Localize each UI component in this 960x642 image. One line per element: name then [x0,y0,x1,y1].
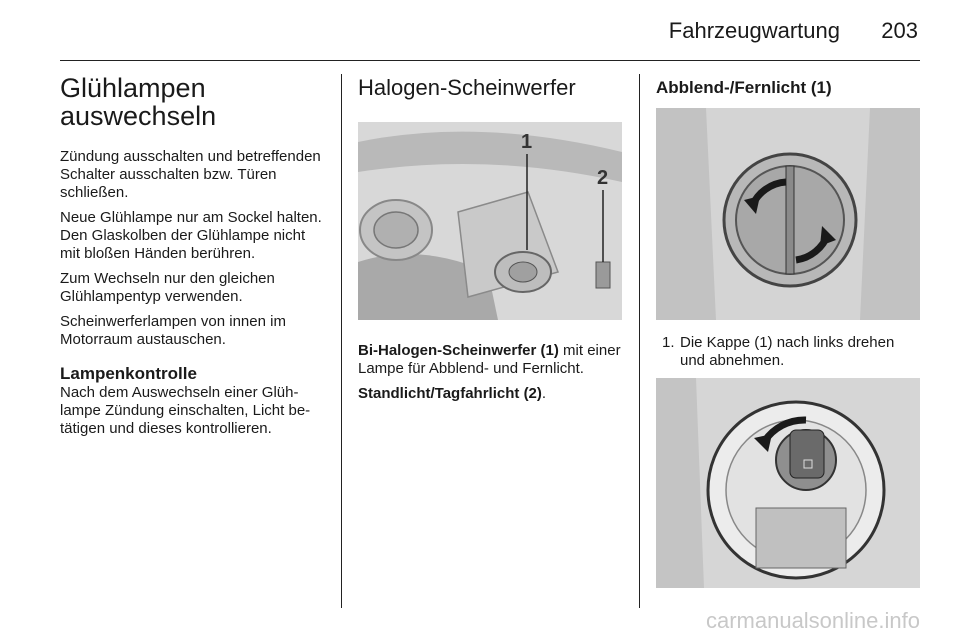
item-parking-light-text: . [541,385,547,402]
section-title: Fahrzeugwartung [668,18,840,43]
section-heading-halogen: Halogen-Scheinwerfer [358,75,576,100]
page-number: 203 [881,18,918,43]
paragraph-engine-compartment: Scheinwerferlampen von innen im Motorraum austauschen. [60,313,286,348]
column-divider-2 [639,74,640,608]
paragraph-ignition: Zündung ausschalten und betreffenden Schalter ausschalten bzw. Türen schließen. [60,148,321,201]
watermark: carmanualsonline.info [705,608,920,633]
column-low-high-beam [656,74,920,588]
item-parking-light [358,385,624,403]
column-bulb-replacement [60,74,326,445]
paragraph-lamp-check: Nach dem Auswechseln einer Glühlampe Zündung einschalten, Licht betätigen und dieses kontrollieren. [60,384,311,437]
paragraph-same-type: Zum Wechseln nur den gleichen Glühlampentyp verwenden. [60,270,275,305]
step-1-number: 1. [662,334,675,351]
column-divider-1 [341,74,342,608]
subheading-lamp-check: Lampenkontrolle [60,364,197,383]
cap-figure [656,108,920,320]
item-bi-halogen [358,342,624,378]
section-heading-beam: Abblend-/Fernlicht (1) [656,78,832,97]
item-bi-halogen-label: Bi-Halogen-Scheinwerfer (1) [358,342,559,359]
item-bi-halogen-text: mit einer Lampe für Abblend- und Fernlicht. [358,342,621,377]
callout-1: 1 [521,131,533,153]
headlamp-figure [358,122,622,320]
cap-illustration [656,108,920,320]
callout-2: 2 [597,167,609,189]
page-title [60,74,326,130]
item-parking-light-label: Standlicht/Tagfahrlicht (2) [358,385,542,402]
column-halogen-headlamp [358,74,624,410]
title-line-1: Glühlampen [60,73,206,103]
paragraph-handle-bulb: Neue Glühlampe nur am Sockel halten. Den Glaskolben der Glühlampe nicht mit bloßen Händen berühren. [60,209,322,262]
headlamp-illustration [358,122,622,320]
step-1-text: Die Kappe (1) nach links drehen und abnehmen. [680,334,895,369]
header-rule [60,60,920,61]
step-1 [656,334,920,370]
bulb-illustration [656,378,920,588]
page-header [60,0,920,62]
title-line-2: auswechseln [60,101,217,131]
bulb-figure [656,378,920,588]
